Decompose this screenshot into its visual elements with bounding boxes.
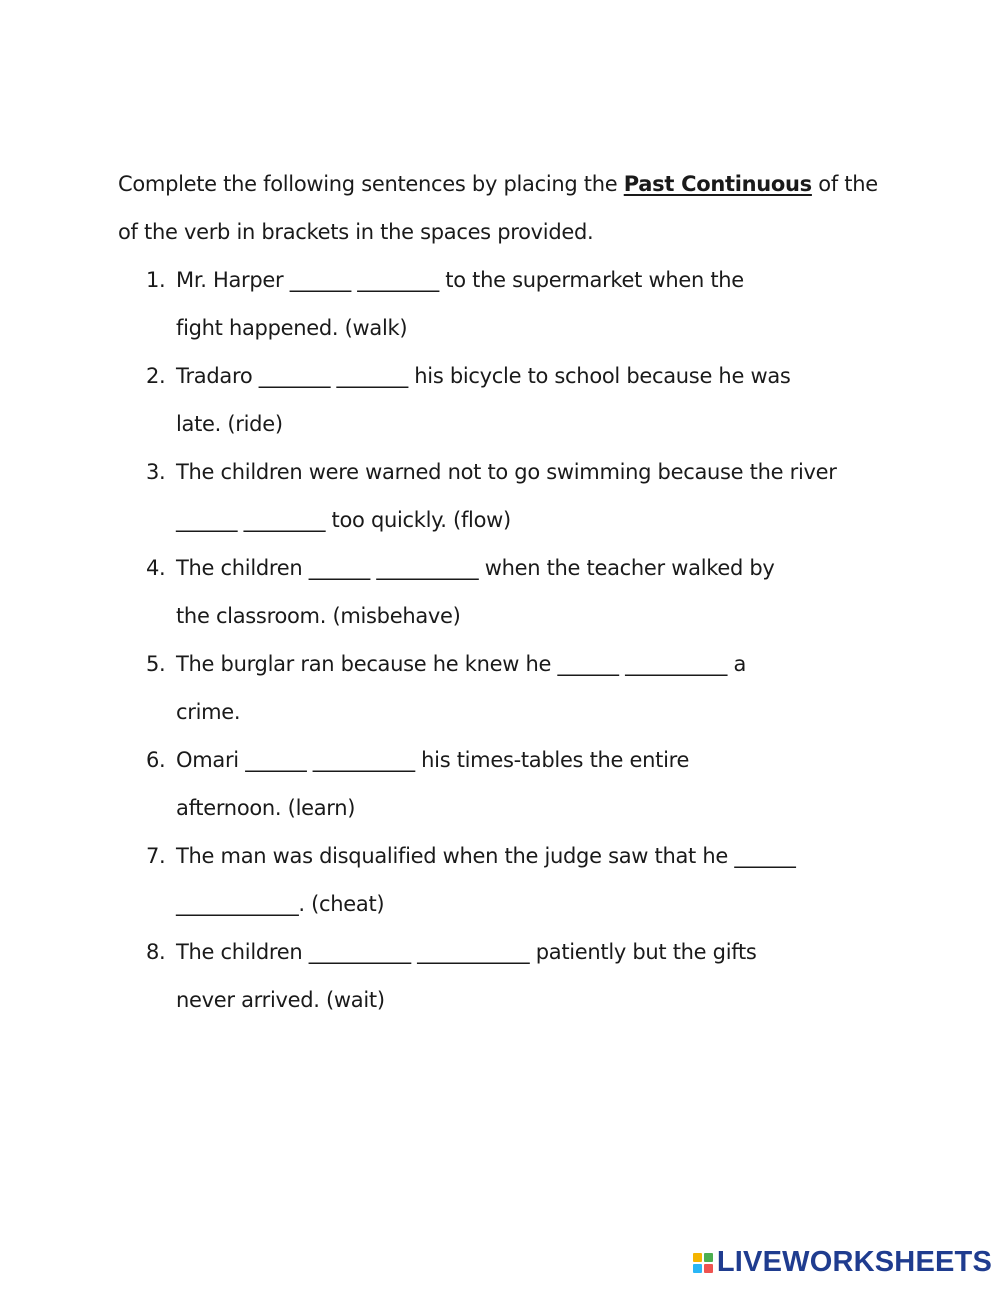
question-number: 2.: [146, 364, 166, 388]
logo-block-green: [704, 1253, 713, 1262]
instructions-text: Complete the following sentences by placing the: [118, 172, 624, 196]
logo-block-blue: [693, 1264, 702, 1273]
question-item: [118, 256, 898, 352]
question-text-continued: the classroom. (misbehave): [176, 604, 461, 628]
logo-block-yellow: [693, 1253, 702, 1262]
logo-block-red: [704, 1264, 713, 1273]
question-text-continued[interactable]: ____________. (cheat): [176, 892, 385, 916]
question-item: [118, 928, 898, 1024]
question-text[interactable]: The burglar ran because he knew he ______ __________ a: [176, 652, 747, 676]
question-number: 3.: [146, 460, 166, 484]
question-text-continued: never arrived. (wait): [176, 988, 385, 1012]
question-text[interactable]: Omari ______ __________ his times-tables the entire: [176, 748, 690, 772]
liveworksheets-logo: [693, 1246, 992, 1279]
tense-emphasis: Past Continuous: [623, 172, 812, 196]
question-text[interactable]: The man was disqualified when the judge saw that he ______: [176, 844, 796, 868]
question-text-continued: afternoon. (learn): [176, 796, 356, 820]
question-number: 8.: [146, 940, 166, 964]
question-text[interactable]: The children __________ ___________ patiently but the gifts: [176, 940, 757, 964]
logo-blocks-icon: [693, 1253, 713, 1273]
instructions-line-1: [118, 160, 898, 208]
instructions-text-end: of the: [811, 172, 878, 196]
logo-text: LIVEWORKSHEETS: [716, 1246, 992, 1278]
worksheet: [118, 160, 898, 1024]
question-item: [118, 544, 898, 640]
question-text-continued: late. (ride): [176, 412, 283, 436]
question-list: [118, 256, 898, 1024]
question-item: [118, 640, 898, 736]
question-text-continued[interactable]: ______ ________ too quickly. (flow): [176, 508, 511, 532]
question-number: 6.: [146, 748, 166, 772]
question-text-continued: fight happened. (walk): [176, 316, 408, 340]
question-number: 7.: [146, 844, 166, 868]
question-number: 4.: [146, 556, 166, 580]
question-number: 1.: [146, 268, 166, 292]
question-text[interactable]: Tradaro _______ _______ his bicycle to school because he was: [176, 364, 791, 388]
question-text-continued: crime.: [176, 700, 241, 724]
instructions-line-2: of the verb in brackets in the spaces provided.: [118, 220, 594, 244]
question-number: 5.: [146, 652, 166, 676]
question-item: [118, 352, 898, 448]
question-text: The children were warned not to go swimming because the river: [176, 460, 837, 484]
question-item: [118, 736, 898, 832]
question-item: [118, 448, 898, 544]
question-text[interactable]: Mr. Harper ______ ________ to the supermarket when the: [176, 268, 744, 292]
question-item: [118, 832, 898, 928]
question-text[interactable]: The children ______ __________ when the teacher walked by: [176, 556, 775, 580]
